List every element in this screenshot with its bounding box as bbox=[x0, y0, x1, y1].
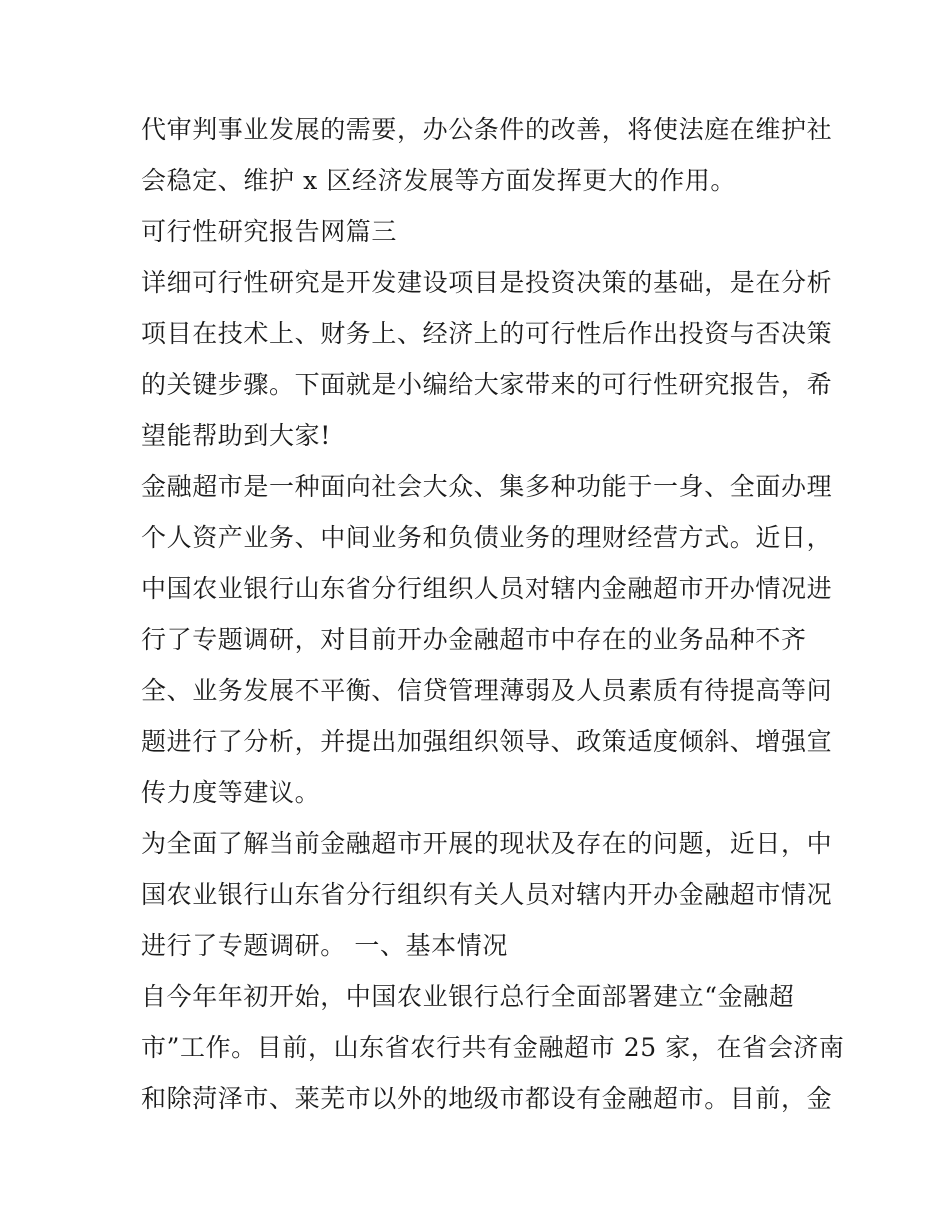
text-line: 国农业银行山东省分行组织有关人员对辖内开办金融超市情况 bbox=[141, 880, 833, 909]
text-line: 项目在技术上、财务上、经济上的可行性后作出投资与否决策 bbox=[141, 319, 833, 348]
text-line: 传力度等建议。 bbox=[141, 778, 321, 807]
text-line: 详细可行性研究是开发建设项目是投资决策的基础，是在分析 bbox=[141, 268, 833, 297]
text-line: 望能帮助到大家! bbox=[141, 421, 331, 450]
text-line: 中国农业银行山东省分行组织人员对辖内金融超市开办情况进 bbox=[141, 574, 833, 603]
text-line: 和除菏泽市、莱芜市以外的地级市都设有金融超市。目前，金 bbox=[141, 1084, 833, 1113]
text-line: 自今年年初开始，中国农业银行总行全面部署建立“金融超 bbox=[141, 982, 795, 1011]
text-line: 金融超市是一种面向社会大众、集多种功能于一身、全面办理 bbox=[141, 472, 833, 501]
text-line: 为全面了解当前金融超市开展的现状及存在的问题，近日，中 bbox=[141, 829, 833, 858]
section-heading: 可行性研究报告网篇三 bbox=[141, 217, 398, 246]
text-line: 会稳定、维护 x 区经济发展等方面发挥更大的作用。 bbox=[141, 166, 736, 195]
text-line: 代审判事业发展的需要，办公条件的改善，将使法庭在维护社 bbox=[141, 115, 833, 144]
text-line: 题进行了分析，并提出加强组织领导、政策适度倾斜、增强宣 bbox=[141, 727, 833, 756]
text-line: 进行了专题调研。 一、基本情况 bbox=[141, 931, 508, 960]
text-line: 全、业务发展不平衡、信贷管理薄弱及人员素质有待提高等问 bbox=[141, 676, 833, 705]
text-line: 个人资产业务、中间业务和负债业务的理财经营方式。近日， bbox=[141, 523, 833, 552]
text-line: 市”工作。目前，山东省农行共有金融超市 25 家，在省会济南 bbox=[141, 1033, 845, 1062]
text-line: 的关键步骤。下面就是小编给大家带来的可行性研究报告，希 bbox=[141, 370, 833, 399]
document-body bbox=[141, 104, 845, 1124]
text-line: 行了专题调研，对目前开办金融超市中存在的业务品种不齐 bbox=[141, 625, 807, 654]
